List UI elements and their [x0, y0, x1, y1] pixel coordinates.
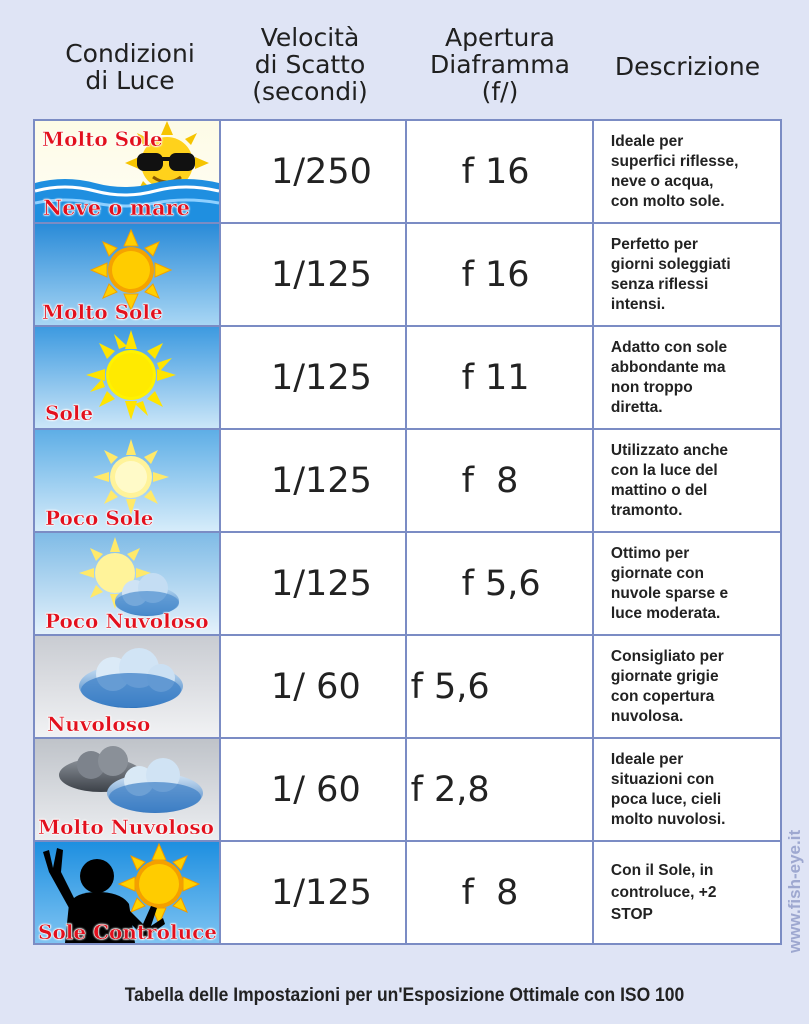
description-line: con molto sole. [610, 192, 725, 210]
header-shutter-speed [215, 24, 405, 105]
description-line: intensi. [610, 295, 666, 313]
header-light-conditions [30, 40, 230, 94]
description-cell [593, 635, 781, 738]
description-line: Ideale per [610, 750, 684, 768]
description-line: Con il Sole, in [610, 861, 714, 879]
header-aperture [405, 24, 595, 105]
description-cell [593, 841, 781, 944]
description-line: giornate grigie [610, 667, 719, 685]
aperture-cell [406, 738, 593, 841]
watermark [783, 775, 807, 955]
shutter-speed-value: 1/125 [271, 460, 372, 501]
shutter-speed-cell [220, 326, 406, 429]
description-line: Ideale per [610, 132, 684, 150]
table-row [34, 532, 781, 635]
description-cell [593, 326, 781, 429]
description-line: luce moderata. [610, 604, 721, 622]
description-line: molto nuvolosi. [610, 810, 726, 828]
shutter-speed-cell [220, 223, 406, 326]
description-line: mattino o del [610, 481, 708, 499]
shutter-speed-value: 1/250 [271, 151, 372, 192]
description-line: STOP [610, 905, 653, 923]
table-row [34, 326, 781, 429]
condition-label: Molto Sole [42, 127, 163, 151]
condition-label: Poco Nuvoloso [45, 609, 209, 633]
description-cell [593, 429, 781, 532]
shutter-speed-cell [220, 532, 406, 635]
condition-image-cell [34, 223, 220, 326]
exposure-table [33, 119, 782, 945]
description-line: abbondante ma [610, 358, 726, 376]
description-line: neve o acqua, [610, 172, 714, 190]
aperture-cell [406, 635, 593, 738]
shutter-speed-cell [220, 841, 406, 944]
shutter-speed-value: 1/ 60 [271, 666, 361, 707]
header-aperture-line3: (f/) [481, 77, 519, 106]
description-line: Perfetto per [610, 235, 698, 253]
table-row [34, 635, 781, 738]
condition-label: Nuvoloso [47, 712, 151, 736]
description-line: superfici riflesse, [610, 152, 739, 170]
header-light-line2: di Luce [85, 66, 175, 95]
aperture-value: f 16 [461, 151, 530, 192]
description-line: senza riflessi [610, 275, 709, 293]
shutter-speed-value: 1/125 [271, 357, 372, 398]
condition-image-cell [34, 120, 220, 223]
condition-image-cell [34, 841, 220, 944]
header-speed-line1: Velocità [260, 23, 360, 52]
aperture-value: f 5,6 [410, 666, 490, 707]
description-line: tramonto. [610, 501, 683, 519]
header-speed-line3: (secondi) [252, 77, 368, 106]
description-cell [593, 738, 781, 841]
description-cell [593, 532, 781, 635]
shutter-speed-value: 1/125 [271, 563, 372, 604]
description-line: Utilizzato anche [610, 441, 729, 459]
description-line: poca luce, cieli [610, 790, 722, 808]
condition-label-secondary: Neve o mare [43, 195, 190, 220]
description-line: con la luce del [610, 461, 718, 479]
description-line: nuvolosa. [610, 707, 684, 725]
shutter-speed-cell [220, 738, 406, 841]
condition-label: Sole Controluce [38, 920, 218, 943]
description-line: Consigliato per [610, 647, 724, 665]
aperture-value: f 11 [461, 357, 530, 398]
aperture-cell [406, 223, 593, 326]
aperture-value: f 2,8 [410, 769, 490, 810]
table-row [34, 429, 781, 532]
shutter-speed-value: 1/ 60 [271, 769, 361, 810]
header-aperture-line1: Apertura [445, 23, 555, 52]
shutter-speed-cell [220, 120, 406, 223]
aperture-value: f 16 [461, 254, 530, 295]
description-line: non troppo [610, 378, 693, 396]
header-description-line1: Descrizione [614, 52, 761, 81]
aperture-value: f 5,6 [461, 563, 541, 604]
description-line: nuvole sparse e [610, 584, 729, 602]
table-caption: Tabella delle Impostazioni per un'Esposizione Ottimale con ISO 100 [124, 985, 685, 1006]
description-line: giornate con [610, 564, 704, 582]
description-line: diretta. [610, 398, 663, 416]
shutter-speed-cell [220, 429, 406, 532]
aperture-cell [406, 532, 593, 635]
table-row [34, 738, 781, 841]
aperture-cell [406, 429, 593, 532]
condition-image-cell [34, 635, 220, 738]
aperture-cell [406, 841, 593, 944]
description-line: giorni soleggiati [610, 255, 731, 273]
aperture-value: f 8 [461, 872, 519, 913]
condition-image-cell [34, 326, 220, 429]
description-cell [593, 223, 781, 326]
condition-image-cell [34, 532, 220, 635]
aperture-cell [406, 326, 593, 429]
table-row [34, 841, 781, 944]
header-aperture-line2: Diaframma [430, 50, 570, 79]
aperture-cell [406, 120, 593, 223]
shutter-speed-value: 1/125 [271, 872, 372, 913]
shutter-speed-value: 1/125 [271, 254, 372, 295]
description-line: con copertura [610, 687, 715, 705]
description-cell [593, 120, 781, 223]
condition-label: Molto Nuvoloso [38, 815, 214, 839]
condition-image-cell [34, 429, 220, 532]
header-speed-line2: di Scatto [254, 50, 366, 79]
table-row [34, 223, 781, 326]
condition-image-cell [34, 738, 220, 841]
condition-label: Molto Sole [42, 300, 163, 324]
watermark-text: www.fish-eye.it [785, 829, 804, 953]
condition-label: Sole [45, 401, 94, 425]
table-row [34, 120, 781, 223]
header-description [595, 53, 780, 80]
description-line: Ottimo per [610, 544, 690, 562]
header-light-line1: Condizioni [65, 39, 195, 68]
condition-label: Poco Sole [45, 506, 154, 530]
description-line: situazioni con [610, 770, 715, 788]
description-line: Adatto con sole [610, 338, 728, 356]
description-line: controluce, +2 [610, 883, 717, 901]
shutter-speed-cell [220, 635, 406, 738]
aperture-value: f 8 [461, 460, 519, 501]
